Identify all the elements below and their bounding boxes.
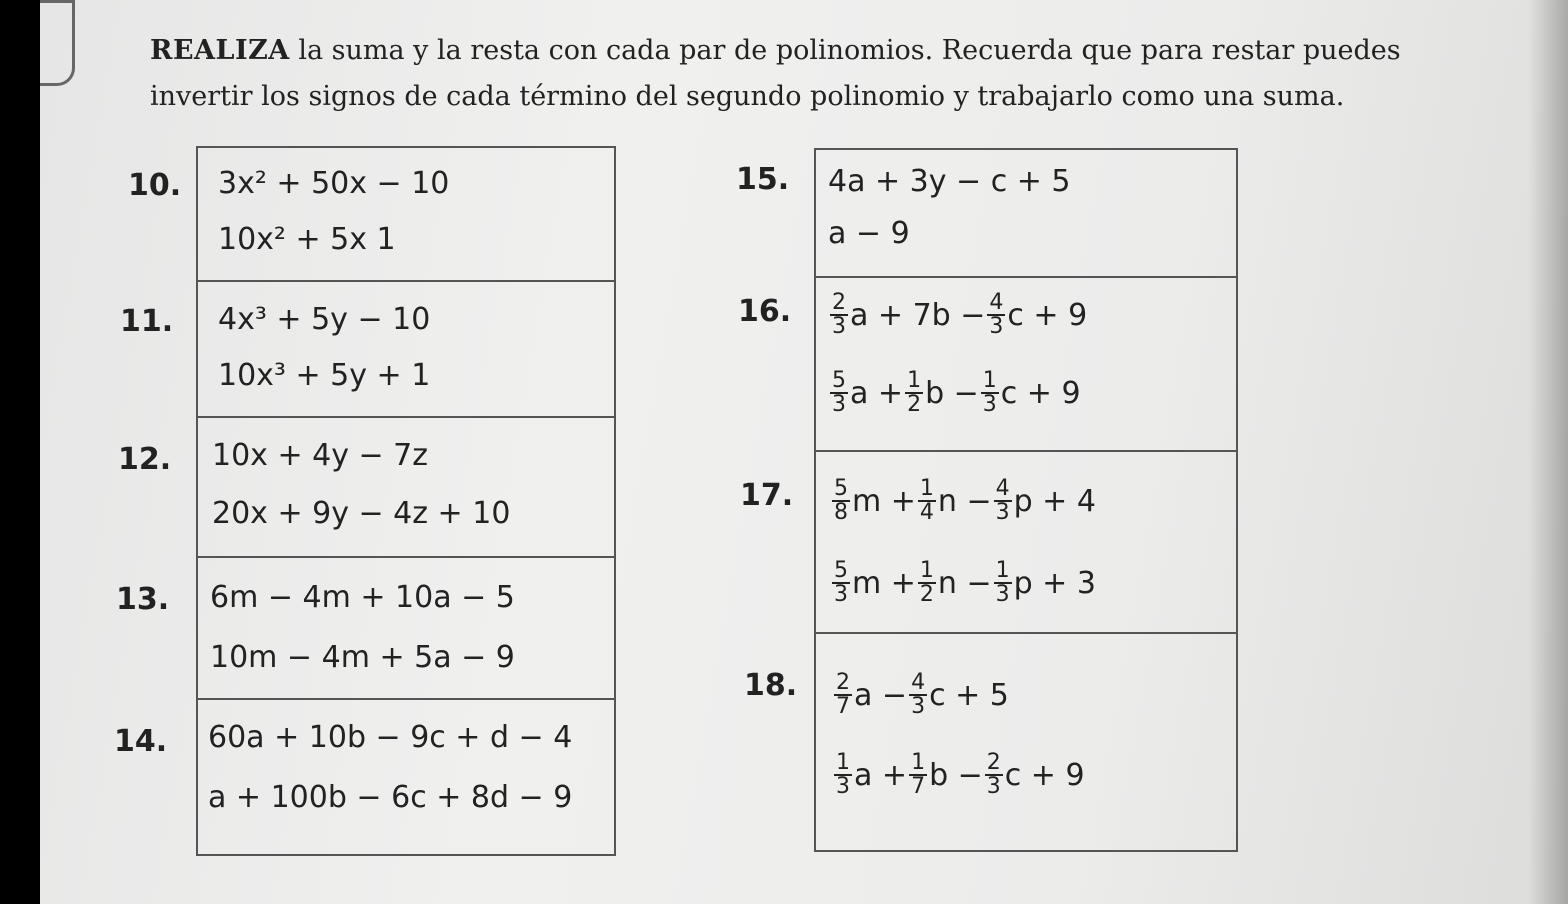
- exercise-number: 17.: [740, 478, 794, 513]
- fraction: [909, 672, 927, 718]
- denominator: 3: [989, 314, 1004, 339]
- polynomial-1: 4a + 3y − c + 5: [828, 164, 1071, 199]
- exercise-number: 13.: [116, 582, 170, 617]
- denominator: 2: [919, 582, 934, 607]
- exercise-number: 16.: [738, 294, 792, 329]
- exercise-number: 11.: [120, 304, 174, 339]
- term-text: c + 9: [1000, 375, 1081, 411]
- exercise-number: 12.: [118, 442, 172, 477]
- polynomial-2: a − 9: [828, 216, 910, 251]
- denominator: 3: [832, 392, 846, 417]
- numerator: 1: [919, 476, 934, 501]
- polynomial-2: 10x² + 5x 1: [218, 222, 396, 257]
- binding-mark: [40, 0, 75, 86]
- term-text: p + 3: [1013, 565, 1096, 601]
- exercise-number: 15.: [736, 162, 790, 197]
- denominator: 7: [911, 774, 926, 799]
- term-text: m +: [852, 565, 916, 601]
- fraction: [830, 292, 848, 338]
- fraction: [830, 370, 848, 416]
- numerator: 1: [836, 750, 850, 775]
- denominator: 3: [986, 774, 1001, 799]
- term-text: b −: [929, 757, 983, 793]
- fraction: [834, 752, 852, 798]
- fraction: [981, 370, 999, 416]
- term-text: c + 5: [929, 677, 1009, 713]
- term-text: a +: [854, 757, 908, 793]
- term-text: c + 9: [1004, 757, 1085, 793]
- fraction: [985, 752, 1003, 798]
- exercise-cell: [198, 700, 614, 852]
- fraction: [987, 292, 1005, 338]
- left-exercise-table: [196, 146, 616, 856]
- polynomial-2: 10m − 4m + 5a − 9: [210, 640, 515, 675]
- numerator: 2: [836, 670, 850, 695]
- term-text: a + 7b −: [850, 297, 986, 333]
- fraction: [909, 752, 927, 798]
- exercise-cell: [816, 452, 1236, 634]
- polynomial-2: [828, 370, 1081, 416]
- fraction: [994, 560, 1012, 606]
- term-text: m +: [852, 483, 916, 519]
- term-text: c + 9: [1007, 297, 1088, 333]
- numerator: 4: [911, 670, 926, 695]
- polynomial-1: [832, 672, 1009, 718]
- fraction: [834, 672, 852, 718]
- polynomial-1: 4x³ + 5y − 10: [218, 302, 431, 337]
- numerator: 1: [982, 368, 997, 393]
- fraction: [994, 478, 1012, 524]
- denominator: 7: [836, 694, 850, 719]
- term-text: p + 4: [1013, 483, 1096, 519]
- denominator: 3: [982, 392, 997, 417]
- exercise-cell: [816, 150, 1236, 278]
- term-text: b −: [925, 375, 979, 411]
- numerator: 1: [919, 558, 934, 583]
- denominator: 8: [834, 500, 848, 525]
- denominator: 4: [919, 500, 934, 525]
- fraction: [918, 560, 936, 606]
- page-shadow: [1528, 0, 1568, 904]
- numerator: 5: [834, 558, 848, 583]
- polynomial-1: [828, 292, 1087, 338]
- polynomial-2: [832, 752, 1085, 798]
- denominator: 3: [911, 694, 926, 719]
- numerator: 1: [907, 368, 922, 393]
- polynomial-1: 60a + 10b − 9c + d − 4: [208, 720, 573, 755]
- term-text: a +: [850, 375, 904, 411]
- denominator: 3: [834, 582, 848, 607]
- denominator: 3: [832, 314, 846, 339]
- numerator: 2: [832, 290, 846, 315]
- polynomial-1: [830, 478, 1096, 524]
- numerator: 4: [989, 290, 1004, 315]
- numerator: 5: [834, 476, 848, 501]
- exercise-number: 10.: [128, 168, 182, 203]
- polynomial-2: 10x³ + 5y + 1: [218, 358, 431, 393]
- denominator: 2: [907, 392, 922, 417]
- polynomial-1: 6m − 4m + 10a − 5: [210, 580, 515, 615]
- fraction: [905, 370, 923, 416]
- exercise-cell: [816, 278, 1236, 452]
- exercise-cell: [816, 634, 1236, 848]
- fraction: [832, 560, 850, 606]
- exercise-number: 14.: [114, 724, 168, 759]
- exercise-cell: [198, 148, 614, 282]
- numerator: 1: [995, 558, 1010, 583]
- instructions-keyword: REALIZA: [150, 35, 290, 66]
- polynomial-2: [830, 560, 1096, 606]
- exercise-number: 18.: [744, 668, 798, 703]
- numerator: 5: [832, 368, 846, 393]
- exercise-cell: [198, 558, 614, 700]
- fraction: [832, 478, 850, 524]
- polynomial-2: 20x + 9y − 4z + 10: [212, 496, 511, 531]
- exercise-cell: [198, 282, 614, 418]
- instructions-line-1-text: la suma y la resta con cada par de polinomios. Recuerda que para restar puedes: [289, 35, 1401, 66]
- right-exercise-table: [814, 148, 1238, 852]
- instructions: [150, 28, 1470, 120]
- numerator: 2: [986, 750, 1001, 775]
- term-text: a −: [854, 677, 908, 713]
- fraction: [918, 478, 936, 524]
- denominator: 3: [995, 582, 1010, 607]
- instructions-line-2: invertir los signos de cada término del segundo polinomio y trabajarlo como una suma.: [150, 81, 1345, 112]
- denominator: 3: [836, 774, 850, 799]
- polynomial-2: a + 100b − 6c + 8d − 9: [208, 780, 573, 815]
- exercise-cell: [198, 418, 614, 558]
- polynomial-1: 10x + 4y − 7z: [212, 438, 429, 473]
- term-text: n −: [937, 483, 992, 519]
- term-text: n −: [937, 565, 992, 601]
- polynomial-1: 3x² + 50x − 10: [218, 166, 450, 201]
- numerator: 1: [911, 750, 926, 775]
- numerator: 4: [995, 476, 1010, 501]
- denominator: 3: [995, 500, 1010, 525]
- instructions-line-1: [150, 28, 1470, 74]
